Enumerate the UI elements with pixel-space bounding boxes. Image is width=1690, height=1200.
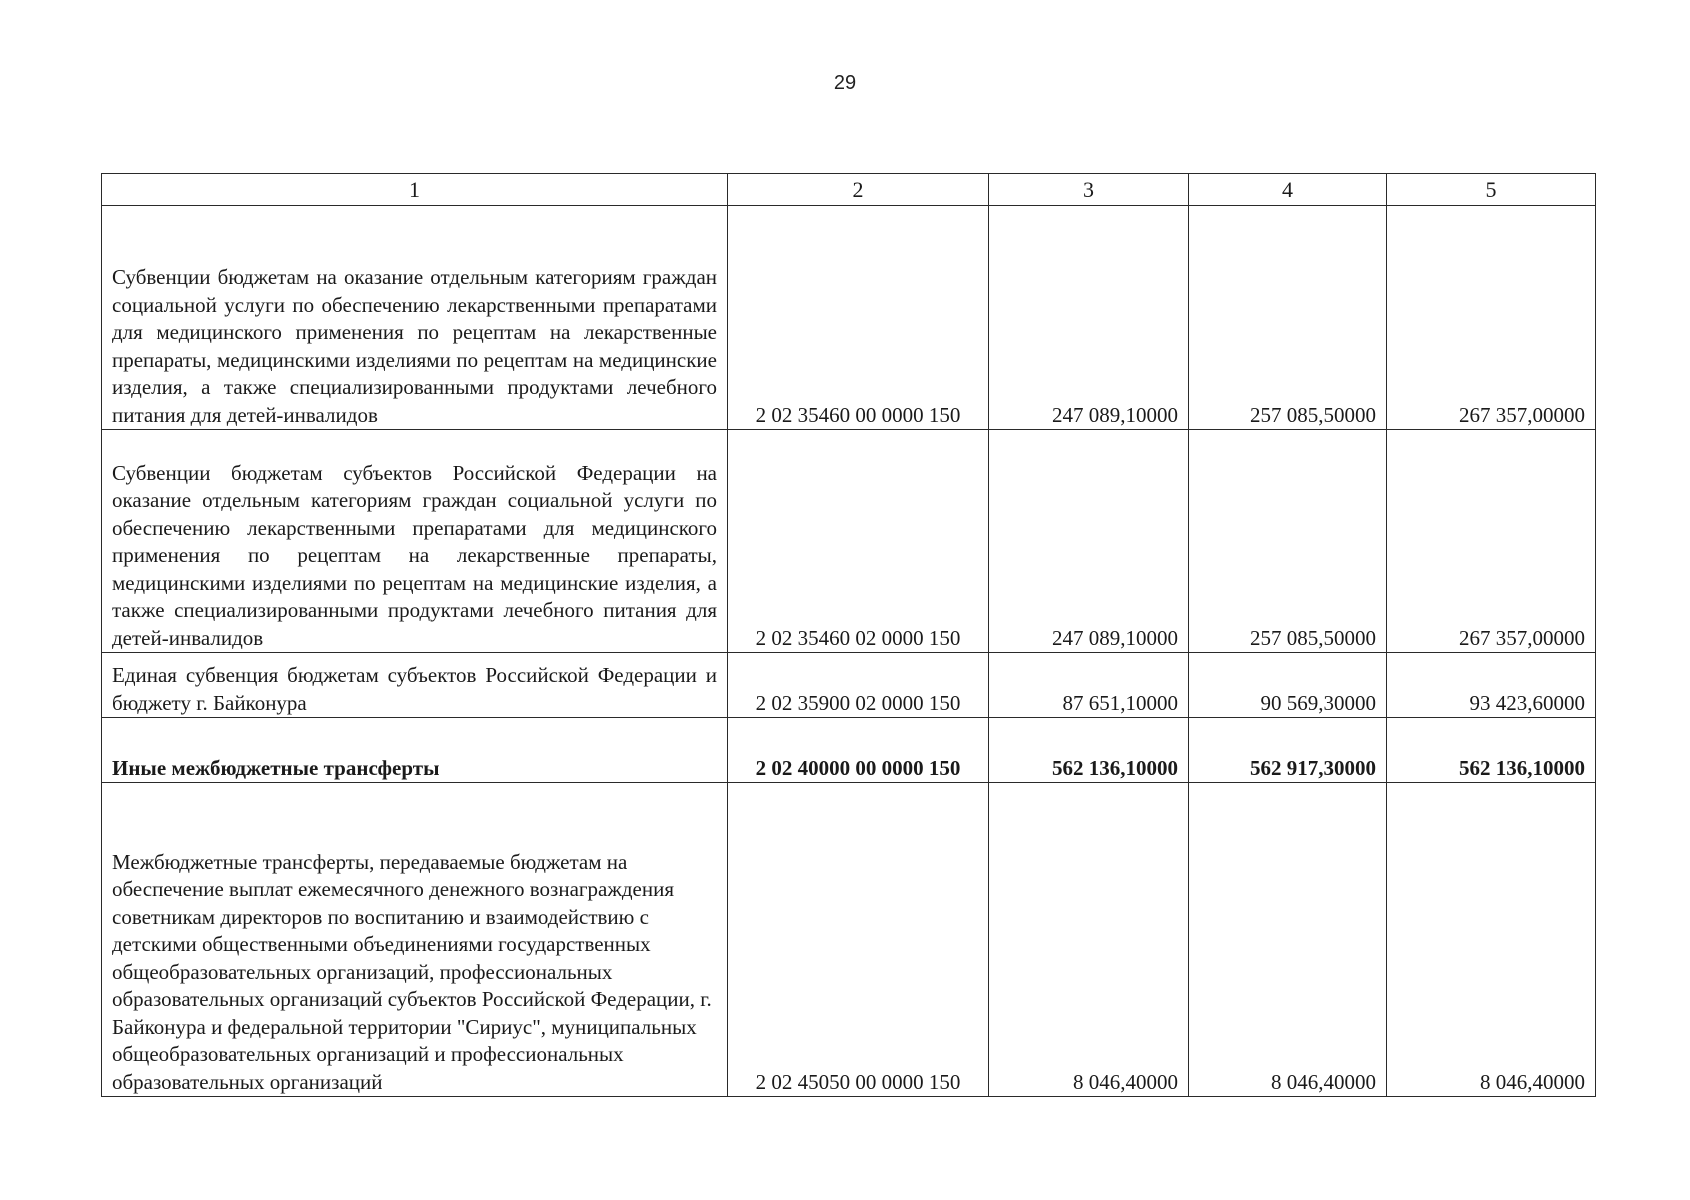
- row-value-3: 8 046,40000: [989, 783, 1189, 1097]
- row-value-4: 8 046,40000: [1189, 783, 1387, 1097]
- table-header-row: [102, 174, 1596, 206]
- column-header-3: 3: [989, 174, 1189, 206]
- row-code: 2 02 35900 02 0000 150: [728, 653, 989, 718]
- row-value-4: 257 085,50000: [1189, 206, 1387, 430]
- row-value-4: 257 085,50000: [1189, 430, 1387, 653]
- row-description: Субвенции бюджетам на оказание отдельным категориям граждан социальной услуги по обеспечению лекарственными препаратами для медицинского применения по рецептам на лекарственные препараты, медицинскими изделиями по рецептам на медицинские изделия, а также специализированными продуктами лечебного питания для детей-инвалидов: [102, 206, 728, 430]
- row-value-5: 562 136,10000: [1387, 718, 1596, 783]
- row-description: Единая субвенция бюджетам субъектов Российской Федерации и бюджету г. Байконура: [102, 653, 728, 718]
- table-row: [102, 206, 1596, 430]
- row-description: Межбюджетные трансферты, передаваемые бюджетам на обеспечение выплат ежемесячного денежного вознаграждения советникам директоров по воспитанию и взаимодействию с детскими общественными объединениями государственных общеобразовательных организаций, профессиональных образовательных организаций субъектов Российской Федерации, г. Байконура и федеральной территории "Сириус", муниципальных общеобразовательных организаций и профессиональных образовательных организаций: [102, 783, 728, 1097]
- table-row: [102, 430, 1596, 653]
- budget-table: [101, 173, 1596, 1097]
- row-value-5: 267 357,00000: [1387, 430, 1596, 653]
- row-code: 2 02 35460 00 0000 150: [728, 206, 989, 430]
- table-row: [102, 653, 1596, 718]
- row-description: Иные межбюджетные трансферты: [102, 718, 728, 783]
- column-header-2: 2: [728, 174, 989, 206]
- row-description: Субвенции бюджетам субъектов Российской Федерации на оказание отдельным категориям граждан социальной услуги по обеспечению лекарственными препаратами для медицинского применения по рецептам на лекарственные препараты, медицинскими изделиями по рецептам на медицинские изделия, а также специализированными продуктами лечебного питания для детей-инвалидов: [102, 430, 728, 653]
- column-header-1: 1: [102, 174, 728, 206]
- row-value-4: 562 917,30000: [1189, 718, 1387, 783]
- row-value-3: 87 651,10000: [989, 653, 1189, 718]
- row-value-4: 90 569,30000: [1189, 653, 1387, 718]
- row-value-3: 562 136,10000: [989, 718, 1189, 783]
- row-value-5: 267 357,00000: [1387, 206, 1596, 430]
- row-value-3: 247 089,10000: [989, 430, 1189, 653]
- row-value-3: 247 089,10000: [989, 206, 1189, 430]
- row-value-5: 8 046,40000: [1387, 783, 1596, 1097]
- table-row: [102, 783, 1596, 1097]
- table-row-total: [102, 718, 1596, 783]
- column-header-4: 4: [1189, 174, 1387, 206]
- row-code: 2 02 40000 00 0000 150: [728, 718, 989, 783]
- page-number: 29: [833, 72, 857, 94]
- row-code: 2 02 45050 00 0000 150: [728, 783, 989, 1097]
- row-value-5: 93 423,60000: [1387, 653, 1596, 718]
- column-header-5: 5: [1387, 174, 1596, 206]
- row-code: 2 02 35460 02 0000 150: [728, 430, 989, 653]
